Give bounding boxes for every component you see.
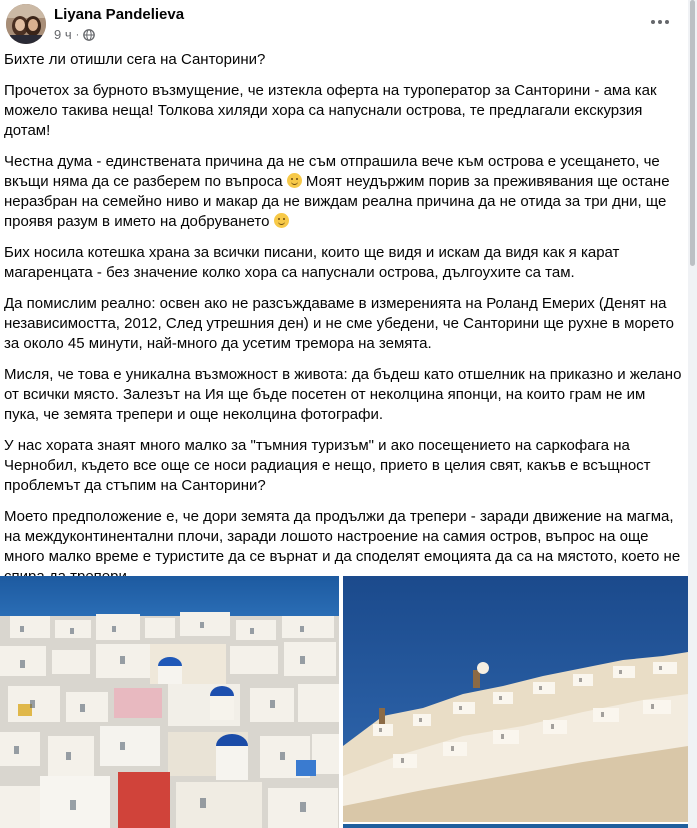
- paragraph-2: Прочетох за бурното възмущение, че изтекла оферта на туроператор за Санторини - ама как можело такива неща! Толкова хиляди хора са напуснали острова, те предлагали екскурзия дотам!: [4, 82, 657, 139]
- paragraph-3-part-2: Моят неудържим порив за преживявания ще остане неразбран на семейно ниво и макар да не виждам реална причина да не отида за три дни, ще проявя разум в името на добруването: [4, 173, 670, 230]
- grinning-face-emoji: [274, 213, 289, 228]
- paragraph-3: [4, 152, 684, 232]
- paragraph-5: Да помислим реално: освен ако не разсъждаваме в измеренията на Роланд Емерих (Денят на независимостта, 2012, След утрешния ден) и не сме убедени, че Санторини ще рухне в морето за около 45 минути, най-много да усетим тремора на земята.: [4, 295, 675, 352]
- winking-face-emoji: [287, 173, 302, 188]
- post-time[interactable]: 9 ч: [54, 27, 72, 42]
- post-meta: [54, 27, 95, 42]
- paragraph-1: Бихте ли отишли сега на Санторини?: [4, 51, 266, 68]
- paragraph-3-part-1: Честна дума - единствената причина да не съм отпрашила вече към острова е усещането, че вкъщи няма да се разберем по въпроса: [4, 153, 660, 190]
- author-name[interactable]: Liyana Pandelieva: [54, 6, 185, 23]
- scrollbar[interactable]: [688, 0, 697, 828]
- paragraph-8: Моето предположение е, че дори земята да продължи да трепери - заради движение на магма, на междуконтинентални плочи, заради лошото настроение на самия остров, въпрос на още много малко време е туристите да се върнат и да споделят емоцията да са на мястото, което не: [4, 508, 681, 565]
- avatar-photo: [6, 4, 46, 44]
- more-options-icon[interactable]: [646, 10, 674, 34]
- globe-icon: [83, 29, 95, 41]
- scrollbar-thumb[interactable]: [690, 0, 695, 266]
- separator-dot: ·: [75, 28, 80, 41]
- post-header: [6, 4, 688, 46]
- santorini-photo-2[interactable]: [343, 576, 688, 828]
- santorini-photo-1[interactable]: [0, 576, 339, 828]
- avatar[interactable]: [6, 4, 46, 44]
- paragraph-4: Бих носила котешка храна за всички писани, които ще видя и искам да видя как я карат магаренцата - без значение колко хора са напуснали острова, дългоухите са там.: [4, 244, 620, 281]
- post-text: [4, 50, 684, 598]
- photo-grid: [0, 576, 688, 828]
- paragraph-6: Мисля, че това е уникална възможност в живота: да бъдеш като отшелник на приказно и желано от всички място. Залезът на Ия ще бъде посетен от неколцина японци, на които грам не им пука, че земята трепери и още неколцина фотографи.: [4, 366, 682, 423]
- paragraph-7: У нас хората знаят много малко за "тъмния туризъм" и ако посещението на саркофага на Чернобил, където все още се носи радиация е нещо, прието в целия свят, какъв е всъщност проблемът да стъпим на Санторини?: [4, 437, 651, 494]
